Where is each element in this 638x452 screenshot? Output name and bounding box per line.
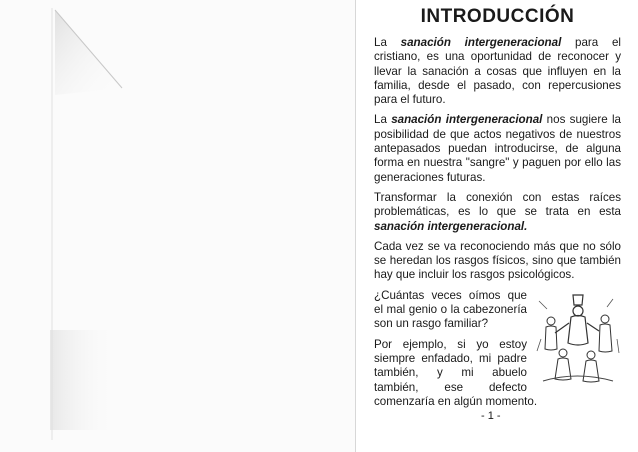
page-content	[374, 6, 621, 415]
paragraph-3-emphasis: sanación intergeneracional.	[374, 219, 528, 233]
paragraph-1-end: para el cristiano, es una oportunidad de reconocer y llevar la sanación a cosas que influyen en la familia, desde el pasado, con repercusiones para el futuro.	[374, 36, 622, 107]
paragraph-1	[374, 36, 621, 107]
paragraph-3	[374, 191, 621, 234]
paragraph-2-emphasis: sanación intergeneracional	[391, 113, 543, 127]
paragraph-1-start: La	[374, 36, 401, 49]
page-number: - 1 -	[481, 410, 501, 422]
paragraph-2-end: nos sugiere la posibilidad de que actos negativos de nuestros antepasados puedan introducirse, de alguna forma en nuestra "sangre" y paguen por ello las generaciones futuras.	[374, 113, 622, 184]
paragraph-6: Por ejemplo, si yo estoy siempre enfadado, mi padre también, y mi abuelo también, ese defecto comenzaría en algún momento.	[374, 337, 538, 408]
paragraph-5: ¿Cuántas veces oímos que el mal genio o la cabezonería son un rasgo familiar?	[374, 288, 527, 331]
paragraph-1-emphasis: sanación intergeneracional	[400, 36, 562, 49]
bleed-through-triangle	[55, 10, 122, 95]
paragraph-2	[374, 113, 621, 184]
paragraph-3-start: Transformar la conexión con estas raíces problemáticas, es lo que se trata en esta	[374, 190, 621, 219]
bleed-through-band	[50, 330, 120, 430]
right-page	[356, 0, 638, 452]
religious-illustration	[533, 291, 621, 385]
paragraph-4: Cada vez se va reconociendo más que no sólo se heredan los rasgos físicos, sino que también hay que incluir los rasgos psicológicos.	[374, 239, 621, 282]
paragraph-2-start: La	[374, 113, 392, 127]
page-title: INTRODUCCIÓN	[420, 6, 575, 27]
